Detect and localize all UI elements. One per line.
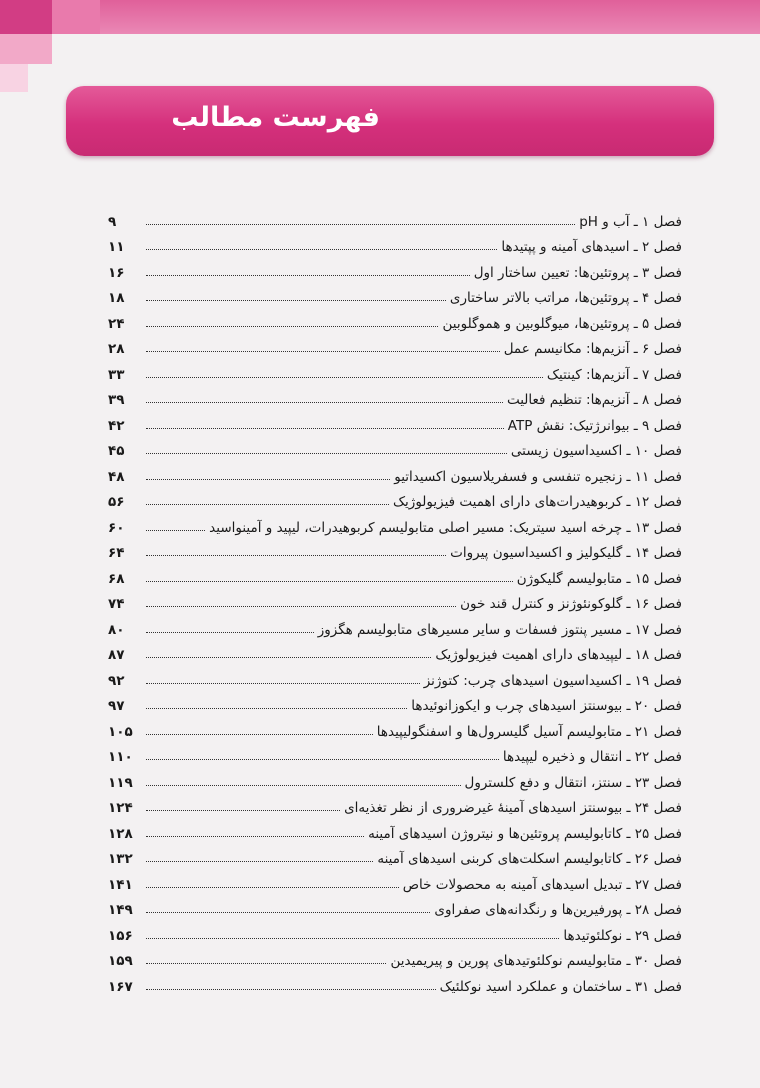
toc-entry-page: ۲۴ — [108, 315, 125, 332]
dot-leader — [146, 912, 430, 913]
toc-entry[interactable] — [108, 740, 682, 766]
toc-entry-page: ۶۰ — [108, 519, 125, 536]
toc-entry-page: ۱۵۹ — [108, 953, 133, 969]
top-decoration-band — [0, 0, 760, 34]
toc-entry[interactable] — [108, 867, 682, 893]
toc-entry-title: فصل ۹ ـ بیوانرژتیک: نقش ATP — [507, 417, 682, 434]
toc-entry-page: ۱۱۹ — [108, 774, 133, 791]
dot-leader — [146, 326, 438, 327]
toc-entry-title: فصل ۱۹ ـ اکسیداسیون اسیدهای چرب: کتوژنز — [423, 672, 682, 689]
dot-leader — [146, 581, 513, 582]
toc-entry-title: فصل ۱۱ ـ زنجیره تنفسی و فسفریلاسیون اکسیداتیو — [394, 468, 682, 485]
toc-entry-title: فصل ۱۰ ـ اکسیداسیون زیستی — [510, 443, 682, 459]
dot-leader — [146, 632, 314, 633]
page-title: فهرست مطالب — [171, 102, 380, 133]
dot-leader — [146, 683, 420, 684]
toc-entry-title: فصل ۴ ـ پروتئین‌ها، مراتب بالاتر ساختاری — [449, 290, 682, 306]
toc-entry[interactable] — [108, 587, 682, 613]
dot-leader — [146, 479, 390, 480]
toc-entry-page: ۸۷ — [108, 647, 125, 663]
dot-leader — [146, 708, 407, 709]
toc-entry-title: فصل ۸ ـ آنزیم‌ها: تنظیم فعالیت — [506, 392, 682, 408]
toc-entry[interactable] — [108, 408, 682, 434]
dot-leader — [146, 249, 497, 250]
toc-entry[interactable] — [108, 765, 682, 791]
toc-entry[interactable] — [108, 536, 682, 562]
toc-entry[interactable] — [108, 689, 682, 715]
toc-entry[interactable] — [108, 485, 682, 511]
toc-entry[interactable] — [108, 791, 682, 817]
dot-leader — [146, 402, 503, 403]
toc-entry[interactable] — [108, 357, 682, 383]
table-of-contents — [108, 204, 682, 995]
dot-leader — [146, 938, 559, 939]
dot-leader — [146, 453, 507, 454]
dot-leader — [146, 377, 543, 378]
dot-leader — [146, 555, 446, 556]
toc-entry-page: ۶۴ — [108, 545, 125, 561]
toc-entry-title: فصل ۱۲ ـ کربوهیدرات‌های دارای اهمیت فیزیولوژیک — [392, 494, 682, 510]
dot-leader — [146, 351, 500, 352]
toc-entry[interactable] — [108, 561, 682, 587]
toc-entry[interactable] — [108, 255, 682, 281]
toc-entry-title: فصل ۲۸ ـ پورفیرین‌ها و رنگدانه‌های صفراوی — [434, 902, 682, 918]
toc-entry-page: ۱۴۱ — [108, 876, 133, 893]
toc-entry-title: فصل ۱۶ ـ گلوکونئوژنز و کنترل قند خون — [460, 596, 682, 612]
toc-entry-page: ۷۴ — [108, 596, 125, 612]
toc-entry[interactable] — [108, 510, 682, 536]
toc-entry[interactable] — [108, 944, 682, 970]
toc-entry-page: ۴۸ — [108, 468, 125, 485]
toc-entry[interactable] — [108, 434, 682, 460]
toc-entry-page: ۳۹ — [108, 392, 125, 408]
dot-leader — [146, 300, 446, 301]
toc-entry-title: فصل ۲ ـ اسیدهای آمینه و پپتیدها — [501, 239, 682, 255]
title-banner — [66, 86, 714, 156]
toc-entry-page: ۹۲ — [108, 672, 125, 689]
toc-entry[interactable] — [108, 612, 682, 638]
toc-entry-page: ۵۶ — [108, 494, 125, 510]
toc-entry-title: فصل ۲۳ ـ سنتز، انتقال و دفع کلسترول — [464, 774, 682, 791]
toc-entry-title: فصل ۱۴ ـ گلیکولیز و اکسیداسیون پیروات — [450, 545, 682, 561]
toc-entry[interactable] — [108, 332, 682, 358]
dot-leader — [146, 785, 461, 786]
toc-entry-page: ۹ — [108, 213, 117, 230]
dot-leader — [146, 530, 205, 531]
toc-entry-page: ۱۴۹ — [108, 902, 133, 918]
toc-entry-page: ۸۰ — [108, 621, 125, 638]
toc-entry-title: فصل ۱۳ ـ چرخه اسید سیتریک: مسیر اصلی متابولیسم کربوهیدرات، لیپید و آمینواسید — [209, 519, 682, 536]
toc-entry-page: ۱۱ — [108, 239, 125, 255]
dot-leader — [146, 810, 340, 811]
decoration-square — [0, 34, 52, 64]
dot-leader — [146, 759, 499, 760]
toc-entry-page: ۶۸ — [108, 570, 125, 587]
toc-entry-page: ۴۵ — [108, 443, 125, 459]
decoration-square — [52, 0, 100, 34]
toc-entry-title: فصل ۲۱ ـ متابولیسم آسیل گلیسرول‌ها و اسفنگولیپیدها — [376, 723, 682, 740]
toc-entry-title: فصل ۱۷ ـ مسیر پنتوز فسفات و سایر مسیرهای متابولیسم هگزوز — [317, 621, 682, 638]
toc-entry-page: ۱۵۶ — [108, 927, 133, 944]
toc-entry[interactable] — [108, 816, 682, 842]
dot-leader — [146, 836, 364, 837]
dot-leader — [146, 224, 575, 225]
toc-entry-title: فصل ۳ ـ پروتئین‌ها: تعیین ساختار اول — [473, 264, 682, 281]
toc-entry-page: ۴۲ — [108, 417, 125, 434]
toc-entry-page: ۱۰۵ — [108, 723, 133, 740]
toc-entry-page: ۱۱۰ — [108, 749, 133, 765]
toc-entry-page: ۳۳ — [108, 366, 125, 383]
dot-leader — [146, 989, 436, 990]
dot-leader — [146, 504, 389, 505]
toc-entry-page: ۱۶ — [108, 264, 125, 281]
toc-entry[interactable] — [108, 663, 682, 689]
toc-entry-page: ۱۶۷ — [108, 978, 133, 995]
toc-entry-title: فصل ۷ ـ آنزیم‌ها: کینتیک — [546, 366, 682, 383]
toc-entry[interactable] — [108, 204, 682, 230]
toc-entry-page: ۱۳۲ — [108, 851, 133, 867]
dot-leader — [146, 657, 431, 658]
toc-entry-page: ۹۷ — [108, 698, 125, 714]
toc-entry-title: فصل ۱ ـ آب و pH — [579, 213, 682, 230]
dot-leader — [146, 275, 470, 276]
toc-entry[interactable] — [108, 638, 682, 664]
toc-entry-title: فصل ۱۵ ـ متابولیسم گلیکوژن — [516, 570, 682, 587]
toc-entry-title: فصل ۲۴ ـ بیوسنتز اسیدهای آمینهٔ غیرضروری از نظر تغذیه‌ای — [344, 800, 682, 816]
dot-leader — [146, 861, 373, 862]
toc-entry[interactable] — [108, 306, 682, 332]
decoration-square — [0, 0, 52, 34]
toc-entry-page: ۱۸ — [108, 290, 125, 306]
toc-entry-title: فصل ۲۶ ـ کاتابولیسم اسکلت‌های کربنی اسیدهای آمینه — [377, 851, 682, 867]
toc-entry[interactable] — [108, 893, 682, 919]
toc-entry[interactable] — [108, 714, 682, 740]
toc-entry-title: فصل ۲۲ ـ انتقال و ذخیره لیپیدها — [502, 749, 682, 765]
toc-entry[interactable] — [108, 383, 682, 409]
toc-entry[interactable] — [108, 281, 682, 307]
toc-entry-title: فصل ۱۸ ـ لیپیدهای دارای اهمیت فیزیولوژیک — [435, 647, 682, 663]
toc-entry-title: فصل ۶ ـ آنزیم‌ها: مکانیسم عمل — [503, 341, 682, 357]
toc-entry[interactable] — [108, 918, 682, 944]
toc-entry[interactable] — [108, 230, 682, 256]
dot-leader — [146, 734, 373, 735]
toc-entry-page: ۱۲۸ — [108, 825, 133, 842]
toc-entry-page: ۱۲۴ — [108, 800, 133, 816]
decoration-square — [0, 64, 28, 92]
dot-leader — [146, 963, 386, 964]
dot-leader — [146, 606, 456, 607]
dot-leader — [146, 887, 399, 888]
toc-entry-title: فصل ۲۷ ـ تبدیل اسیدهای آمینه به محصولات خاص — [402, 876, 682, 893]
toc-entry-title: فصل ۲۹ ـ نوکلئوتیدها — [563, 927, 682, 944]
toc-entry-title: فصل ۳۰ ـ متابولیسم نوکلئوتیدهای پورین و پیریمیدین — [390, 953, 682, 969]
toc-entry[interactable] — [108, 969, 682, 995]
toc-entry[interactable] — [108, 459, 682, 485]
toc-entry-page: ۲۸ — [108, 341, 125, 357]
toc-entry-title: فصل ۳۱ ـ ساختمان و عملکرد اسید نوکلئیک — [439, 978, 682, 995]
toc-entry-title: فصل ۲۵ ـ کاتابولیسم پروتئین‌ها و نیتروژن اسیدهای آمینه — [368, 825, 682, 842]
toc-entry-title: فصل ۲۰ ـ بیوسنتز اسیدهای چرب و ایکوزانوئیدها — [411, 698, 682, 714]
toc-entry[interactable] — [108, 842, 682, 868]
dot-leader — [146, 428, 504, 429]
toc-entry-title: فصل ۵ ـ پروتئین‌ها، میوگلوبین و هموگلوبین — [442, 315, 682, 332]
